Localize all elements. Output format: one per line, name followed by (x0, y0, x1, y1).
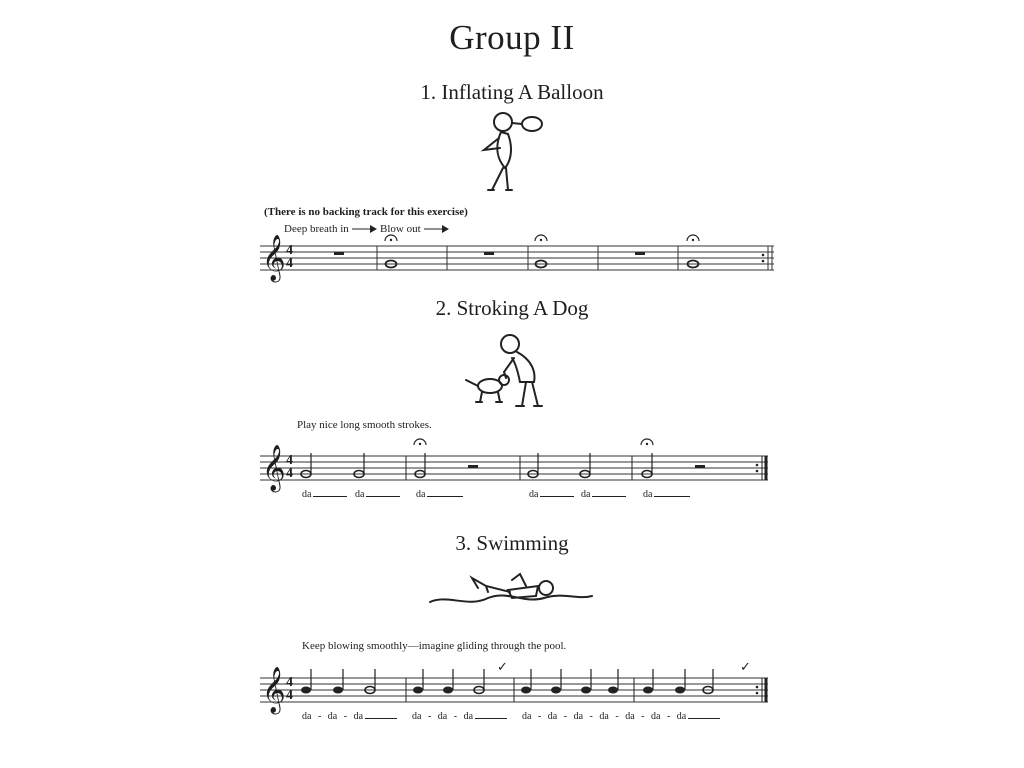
time-signature: 4 4 (286, 675, 293, 703)
treble-clef-icon: 𝄞 (262, 235, 286, 281)
arrow-right-icon (424, 225, 450, 233)
lyric-syllable: da (302, 488, 347, 500)
lyric-line: da - da - da - da - da - da - da (522, 710, 720, 722)
lyric-syllable: da (416, 488, 463, 500)
page-title: Group II (449, 18, 575, 57)
breath-mark-icon: ✓ (740, 660, 751, 675)
cue-deep-breath-in: Deep breath in (284, 223, 349, 235)
time-signature: 4 4 (286, 243, 293, 271)
lyric-line: da - da - da (412, 710, 507, 722)
exercise-2-title: 2. Stroking A Dog (435, 296, 589, 320)
arrow-right-icon (352, 225, 378, 233)
treble-clef-icon: 𝄞 (262, 667, 286, 713)
staff-exercise-3 (260, 675, 780, 714)
instruction-smooth-strokes: Play nice long smooth strokes. (297, 419, 432, 431)
time-signature: 4 4 (286, 453, 293, 481)
lyric-syllable: da (529, 488, 574, 500)
breath-mark-icon: ✓ (497, 660, 508, 675)
instruction-keep-blowing: Keep blowing smoothly—imagine gliding through the pool. (302, 640, 567, 652)
staff-exercise-1 (260, 243, 780, 282)
cue-blow-out: Blow out (380, 223, 421, 235)
dog-figure-illustration (462, 332, 552, 412)
lyric-line: da - da - da (302, 710, 397, 722)
balloon-figure-illustration (470, 108, 560, 194)
no-backing-track-note: (There is no backing track for this exercise) (264, 206, 468, 218)
lyric-syllable: da (581, 488, 626, 500)
treble-clef-icon: 𝄞 (262, 445, 286, 491)
exercise-3-title: 3. Swimming (455, 531, 569, 555)
swimmer-figure-illustration (428, 568, 594, 612)
lyric-syllable: da (643, 488, 690, 500)
staff-exercise-2 (260, 453, 780, 492)
exercise-1-title: 1. Inflating A Balloon (420, 80, 604, 104)
lyric-syllable: da (355, 488, 400, 500)
